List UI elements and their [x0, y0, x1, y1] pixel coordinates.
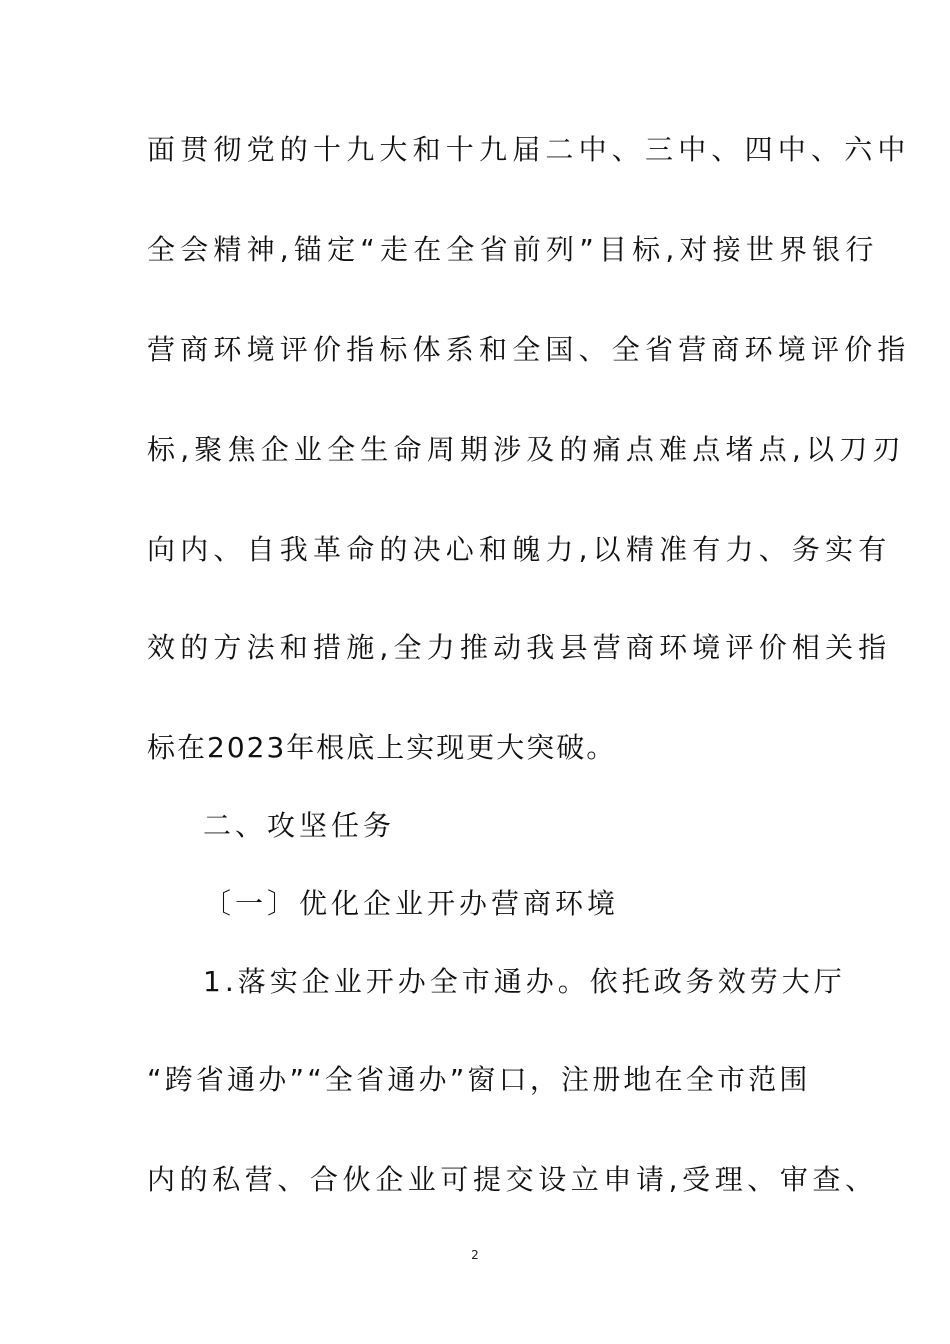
- body-text-line: 效的方法和措施,全力推动我县营商环境评价相关指: [147, 631, 892, 664]
- section-heading: 二、攻坚任务: [203, 809, 396, 842]
- body-text-line: 向内、自我革命的决心和魄力,以精准有力、务实有: [147, 533, 892, 566]
- body-text-line: 标,聚焦企业全生命周期涉及的痛点难点堵点,以刀刃: [147, 433, 906, 466]
- body-text-line: 营商环境评价指标体系和全国、全省营商环境评价指: [147, 333, 911, 366]
- body-text-line: 内的私营、合伙企业可提交设立申请,受理、审查、: [147, 1163, 878, 1196]
- subsection-heading: 〔一〕优化企业开办营商环境: [203, 887, 620, 920]
- page-number: 2: [471, 1248, 479, 1262]
- body-text-line: 面贯彻党的十九大和十九届二中、三中、四中、六中: [147, 133, 911, 166]
- body-text-line: “跨省通办”“全省通办”窗口，注册地在全市范围: [147, 1063, 811, 1096]
- body-text-line: 标在2023年根底上实现更大突破。: [147, 731, 617, 764]
- body-text-line: 全会精神,锚定“走在全省前列”目标,对接世界银行: [147, 233, 879, 266]
- body-text-line: 1.落实企业开办全市通办。依托政务效劳大厅: [203, 965, 846, 998]
